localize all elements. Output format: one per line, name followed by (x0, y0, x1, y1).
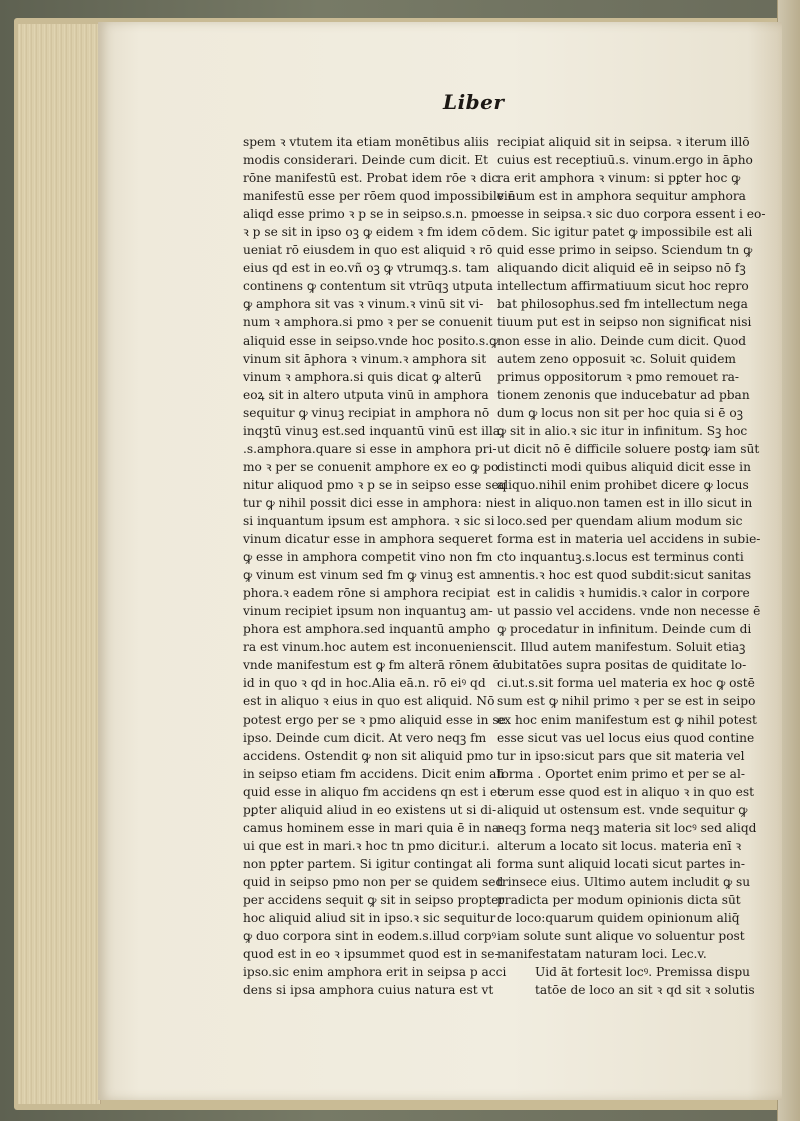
fore-edge-pages (18, 24, 101, 1104)
text-line: ui que est in mari.ꝛ hoc tn pmo dicitur.i. (243, 838, 490, 853)
text-line: distincti modi quibus aliquid dicit esse in (497, 459, 751, 474)
text-line: autem zeno opposuit ꝛc. Soluit quidem (497, 351, 736, 366)
text-line: ꝙ duo corpora sint in eodem.s.illud corpꝰ (243, 929, 497, 944)
text-line: neqꝫ forma neqꝫ materia sit locꝰ sed aliqd (497, 820, 757, 835)
text-line: ꝙ amphora sit vas ꝛ vinum.ꝛ vinū sit vi- (243, 297, 484, 312)
text-line: ra erit amphora ꝛ vinum: si pꝑter hoc ꝙ (497, 171, 741, 186)
text-line: in seipso etiam fm accidens. Dicit enim ali (243, 766, 505, 781)
text-line: camus hominem esse in mari quia ē in na- (243, 820, 504, 835)
text-line: phora est amphora.sed inquantū ampho (243, 622, 491, 637)
running-head: Liber (443, 90, 505, 114)
text-line: tur in ipso:sicut pars que sit materia vel (497, 748, 745, 763)
text-line: non pꝑter partem. Si igitur contingat ali (243, 856, 492, 871)
text-line: .s.amphora.quare si esse in amphora pri- (243, 441, 497, 456)
text-line: tiuum put est in seipso non significat nisi (497, 315, 752, 330)
text-line: si inquantum ipsum est amphora. ꝛ sic si (243, 513, 495, 528)
text-line: quid esse in aliquo fm accidens qn est i eo (243, 784, 505, 799)
text-line: dens si ipsa amphora cuius natura est vt (243, 983, 494, 998)
text-line: ꝙ vinum est vinum sed fm ꝙ vinuꝫ est am (243, 568, 498, 583)
text-line: nitur aliquod pmo ꝛ p se in seipso esse seq (243, 477, 507, 492)
text-line: intellectum affirmatiuum sicut hoc repro (497, 279, 749, 294)
text-line: vinum sit āphora ꝛ vinum.ꝛ amphora sit (243, 351, 487, 366)
text-line: ꝙ procedatur in infinitum. Deinde cum di (497, 622, 752, 637)
text-line: modis considerari. Deinde cum dicit. Et (243, 153, 489, 168)
text-line: est in aliquo.non tamen est in illo sicut in (497, 495, 753, 510)
text-line: accidens. Ostendit ꝙ non sit aliquid pmo (243, 748, 494, 763)
text-line: ꝛ p se sit in ipso oꝫ ꝙ eidem ꝛ fm idem cō (243, 225, 496, 240)
text-line: est in aliquo ꝛ eius in quo est aliquid. Nō (243, 694, 495, 709)
text-line: vinum ꝛ amphora.si quis dicat ꝙ alterū (243, 369, 482, 384)
text-line: alterum a locato sit locus. materia enī ꝛ (497, 838, 742, 853)
text-line: pꝑter aliquid aliud in eo existens ut si di- (243, 802, 497, 817)
text-line: est in calidis ꝛ humidis.ꝛ calor in corpore (497, 586, 750, 601)
text-line: cto inquantuꝫ.s.locus est terminus conti (497, 550, 744, 565)
text-line: manifestatam naturam loci. Lec.v. (497, 947, 707, 962)
text-line: nentis.ꝛ hoc est quod subdit:sicut sanitas (497, 568, 752, 583)
text-line: forma sunt aliquid locati sicut partes in- (497, 856, 745, 871)
text-line: de loco:quarum quidem opinionum aliq̄ (497, 911, 740, 926)
text-line: dubitatōes supra positas de quiditate lo- (497, 658, 747, 673)
text-line: manifestū esse per rōem quod impossibile ē (243, 189, 516, 204)
text-line: forma . Oportet enim primo et per se al- (497, 766, 745, 781)
text-line: aliquid ut ostensum est. vnde sequitur ꝙ (497, 802, 748, 817)
text-line: eius qd est in eo.vñ oꝫ ꝙ vtrumqꝫ.s. tam (243, 261, 490, 276)
text-line: ueniat rō eiusdem in quo est aliquid ꝛ rō (243, 243, 493, 258)
text-line: eoꝝ sit in altero utputa vinū in amphora (243, 387, 489, 402)
text-line: vinum est in amphora sequitur amphora (497, 189, 746, 204)
text-line: spem ꝛ vtutem ita etiam monētibus aliis (243, 135, 489, 149)
text-line: aliquid esse in seipso.vnde hoc posito.s.ꝙ (243, 333, 499, 348)
text-line: potest ergo per se ꝛ pmo aliquid esse in se (243, 712, 506, 727)
text-line: trinsece eius. Ultimo autem includit ꝙ su (497, 874, 751, 889)
text-line: esse in seipsa.ꝛ sic duo corpora essent i eo- (497, 207, 766, 222)
text-line: cit. Illud autem manifestum. Soluit etiaꝫ (497, 640, 746, 655)
text-line: tur ꝙ nihil possit dici esse in amphora: ni (243, 495, 498, 510)
text-line: inqꝫtū vinuꝫ est.sed inquantū vinū est illa (243, 423, 501, 438)
text-line: dem. Sic igitur patet ꝙ impossibile est ali (497, 225, 753, 240)
text-line: rōne manifestū est. Probat idem rōe ꝛ dic (243, 171, 499, 186)
text-line: vinum dicatur esse in amphora sequeret (243, 532, 493, 547)
text-line: id in quo ꝛ qd in hoc.Alia eā.n. rō eiꝰ qd (243, 676, 486, 691)
text-line: ra est vinum.hoc autem est inconueniens. (243, 640, 501, 655)
text-line: ipso. Deinde cum dicit. At vero neqꝫ fm (243, 730, 487, 745)
text-line: phora.ꝛ eadem rōne si amphora recipiat (243, 586, 491, 601)
text-line: tatōe de loco an sit ꝛ qd sit ꝛ solutis (535, 983, 755, 998)
text-line: continens ꝙ contentum sit vtrūqꝫ utputa (243, 279, 493, 294)
text-line: pradicta per modum opinionis dicta sūt (497, 892, 741, 907)
text-line: ex hoc enim manifestum est ꝙ nihil potest (497, 712, 757, 727)
text-line: primus oppositorum ꝛ pmo remouet ra- (497, 369, 740, 384)
text-line: aliquando dicit aliquid eē in seipso nō fꝫ (497, 261, 746, 276)
text-line: terum esse quod est in aliquo ꝛ in quo est (497, 784, 754, 799)
text-column-left (243, 133, 516, 999)
text-line: sum est ꝙ nihil primo ꝛ per se est in seipo (497, 694, 756, 709)
text-line: sequitur ꝙ vinuꝫ recipiat in amphora nō (243, 405, 490, 420)
text-line: ipso.sic enim amphora erit in seipsa p acci (243, 965, 507, 980)
text-line: forma est in materia uel accidens in subie- (497, 532, 761, 547)
text-line: ut dicit nō ē difficile soluere postꝙ iam sūt (497, 441, 760, 456)
text-line: vinum recipiet ipsum non inquantuꝫ am- (243, 604, 493, 619)
text-line: quid esse primo in seipso. Sciendum tn ꝙ (497, 243, 753, 258)
text-line: tionem zenonis que inducebatur ad pban (497, 387, 750, 402)
text-line: aliqd esse primo ꝛ p se in seipso.s.n. pmo (243, 207, 498, 222)
text-line: vnde manifestum est ꝙ fm alterā rōnem ē (243, 658, 500, 673)
text-line: aliquo.nihil enim prohibet dicere ꝙ locus (497, 477, 749, 492)
text-line: non esse in alio. Deinde cum dicit. Quod (497, 333, 747, 348)
text-line: iam solute sunt alique vo soluentur post (497, 929, 745, 944)
text-line: loco.sed per quendam alium modum sic (497, 513, 743, 528)
text-line: quod est in eo ꝛ ipsummet quod est in se- (243, 947, 499, 962)
text-line: ci.ut.s.sit forma uel materia ex hoc ꝙ ostē (497, 676, 755, 691)
text-line: cuius est receptiuū.s. vinum.ergo in āpho (497, 153, 753, 168)
text-line: ꝙ esse in amphora competit vino non fm (243, 550, 493, 565)
text-line: hoc aliquid aliud sit in ipso.ꝛ sic sequitur (243, 911, 496, 926)
text-line: Uid āt fortesit locꝰ. Premissa dispu (535, 965, 751, 980)
text-line: bat philosophus.sed fm intellectum nega (497, 297, 748, 312)
text-line: quid in seipso pmo non per se quidem sed (243, 874, 504, 889)
text-line: dum ꝙ locus non sit per hoc quia si ē oꝫ (497, 405, 743, 420)
text-line: mo ꝛ per se conuenit amphore ex eo ꝙ po (243, 459, 499, 474)
text-line: num ꝛ amphora.si pmo ꝛ per se conuenit (243, 315, 493, 330)
text-line: esse sicut vas uel locus eius quod contine (497, 730, 755, 745)
text-line: ꝙ sit in alio.ꝛ sic itur in infinitum. Sꝫ hoc (497, 423, 748, 438)
text-line: ut passio vel accidens. vnde non necesse ē (497, 604, 761, 619)
text-line: recipiat aliquid sit in seipsa. ꝛ iterum illō (497, 135, 750, 149)
text-line: per accidens sequit ꝙ sit in seipso propter (243, 892, 505, 907)
text-column-right (497, 133, 766, 999)
